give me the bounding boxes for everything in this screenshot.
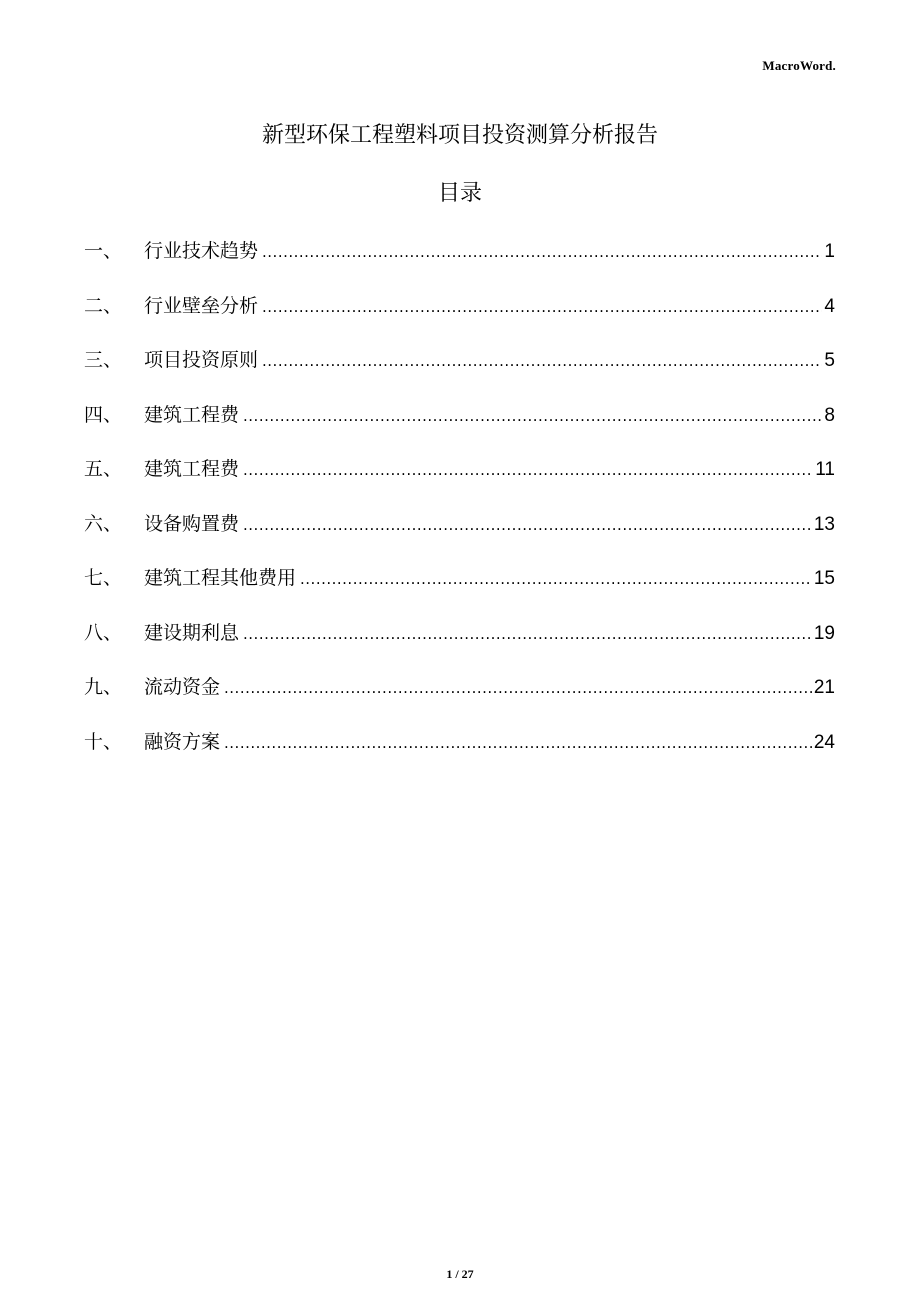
toc-entry[interactable] bbox=[84, 341, 835, 396]
toc-entry-number: 一、 bbox=[84, 240, 123, 262]
toc-entry-number: 八、 bbox=[84, 621, 123, 644]
toc-entry-page: 24 bbox=[813, 731, 835, 753]
page-indicator: 1 / 27 bbox=[446, 1267, 474, 1281]
toc-dot-leader bbox=[262, 342, 822, 380]
toc-entry[interactable] bbox=[84, 287, 835, 342]
toc-dot-leader bbox=[300, 560, 812, 598]
toc-entry-label: 行业技术趋势 bbox=[144, 240, 259, 262]
toc-entry[interactable] bbox=[84, 723, 835, 778]
toc-dot-leader bbox=[243, 451, 813, 489]
toc-dot-leader bbox=[224, 669, 812, 707]
toc-entry-label: 建筑工程费 bbox=[144, 403, 240, 426]
toc-entry-number: 六、 bbox=[84, 512, 123, 535]
toc-entry-page: 13 bbox=[813, 513, 835, 535]
toc-dot-leader bbox=[262, 233, 822, 271]
toc-dot-leader bbox=[243, 615, 812, 653]
toc-entry[interactable] bbox=[84, 668, 835, 723]
toc-entry-page: 19 bbox=[813, 622, 835, 644]
toc-entry-number: 三、 bbox=[84, 349, 123, 371]
document-title: 新型环保工程塑料项目投资测算分析报告 bbox=[261, 123, 658, 148]
toc-heading: 目录 bbox=[437, 181, 482, 206]
toc-entry[interactable] bbox=[84, 232, 835, 287]
toc-entry-page: 4 bbox=[824, 295, 835, 317]
toc-entry-label: 建筑工程费 bbox=[144, 458, 240, 480]
toc-dot-leader bbox=[262, 288, 822, 326]
toc-entry-number: 五、 bbox=[84, 458, 123, 480]
toc-entry-label: 建设期利息 bbox=[144, 621, 240, 644]
toc-entry-number: 九、 bbox=[84, 676, 123, 698]
toc-entry-page: 21 bbox=[813, 677, 835, 698]
toc-entry-label: 设备购置费 bbox=[144, 512, 240, 535]
toc-entry[interactable] bbox=[84, 614, 835, 669]
toc-entry-page: 5 bbox=[824, 350, 835, 371]
toc-entry-page: 15 bbox=[813, 568, 835, 589]
toc-entry-label: 行业壁垒分析 bbox=[144, 294, 259, 317]
toc-entry-number: 二、 bbox=[84, 294, 123, 317]
toc-entry[interactable] bbox=[84, 559, 835, 614]
toc-entry-page: 8 bbox=[824, 404, 835, 426]
toc-entry[interactable] bbox=[84, 450, 835, 505]
toc-entry-label: 流动资金 bbox=[144, 676, 221, 698]
toc-entry-label: 融资方案 bbox=[144, 730, 221, 753]
table-of-contents bbox=[84, 232, 835, 777]
toc-entry-page: 11 bbox=[815, 459, 835, 480]
toc-dot-leader bbox=[243, 397, 822, 435]
toc-entry-number: 七、 bbox=[84, 567, 123, 589]
toc-entry-number: 四、 bbox=[84, 403, 123, 426]
toc-entry-number: 十、 bbox=[84, 730, 123, 753]
toc-entry-label: 项目投资原则 bbox=[144, 349, 259, 371]
toc-entry[interactable] bbox=[84, 505, 835, 560]
toc-entry-page: 1 bbox=[824, 241, 835, 262]
toc-dot-leader bbox=[243, 506, 812, 544]
toc-dot-leader bbox=[224, 724, 812, 762]
toc-entry[interactable] bbox=[84, 396, 835, 451]
header-brand: MacroWord. bbox=[762, 58, 836, 73]
toc-entry-label: 建筑工程其他费用 bbox=[144, 567, 297, 589]
